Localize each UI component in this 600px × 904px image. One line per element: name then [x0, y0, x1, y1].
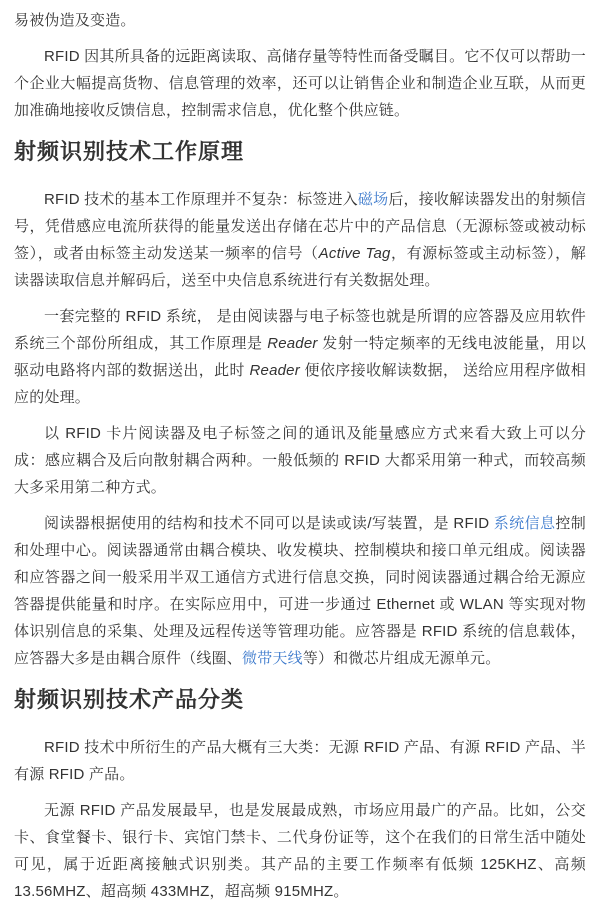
paragraph-product-category-1	[14, 734, 586, 788]
paragraph-working-principle-1	[14, 186, 586, 294]
paragraph-working-principle-2	[14, 303, 586, 411]
italic-term: Reader	[249, 362, 300, 379]
text-run: 等）和微芯片组成无源单元。	[302, 650, 501, 667]
text-link[interactable]: 系统信息	[493, 515, 556, 532]
italic-term: Active Tag	[318, 245, 391, 262]
paragraph-working-principle-4	[14, 510, 586, 672]
section-heading-working-principle: 射频识别技术工作原理	[14, 139, 245, 164]
paragraph-intro-tail	[14, 7, 586, 34]
text-link[interactable]: 磁场	[357, 191, 389, 208]
paragraph-intro-overview	[14, 43, 586, 124]
text-run: 阅读器根据使用的结构和技术不同可以是读或读/写装置，是 RFID	[44, 515, 494, 532]
text-run: ，有源标签或主动标签），解读器读取信息并解码后，送至中央信息系统进行有关数据处理。	[14, 245, 586, 289]
text-run: 以 RFID 卡片阅读器及电子标签之间的通讯及能量感应方式来看大致上可以分成：感应耦合及后向散射耦合两种。一般低频的 RFID 大都采用第一种式，而较高频大多采用第二种方式。	[14, 425, 586, 496]
text-run: 后，接收解读器发出的射频信号，凭借感应电流所获得的能量发送出存储在芯片中的产品信息（无源标签或被动标签），或者由标签主动发送某一频率的信号（	[14, 191, 586, 262]
text-run: 控制和处理中心。阅读器通常由耦合模块、收发模块、控制模块和接口单元组成。阅读器和应答器之间一般采用半双工通信方式进行信息交换，同时阅读器通过耦合给无源应答器提供能量和时序。在实际应用中，可进一步通过 Ethernet 或 WLAN 等实现对物体识别信息的采集、处理及远程传送等管理功能。应答器是 RFID 系统的信息载体，应答器大多是由耦合原件（线圈、	[14, 515, 586, 667]
text-run: RFID 技术中所衍生的产品大概有三大类：无源 RFID 产品、有源 RFID 产品、半有源 RFID 产品。	[14, 739, 586, 783]
text-run: RFID 因其所具备的远距离读取、高储存量等特性而备受瞩目。它不仅可以帮助一个企业大幅提高货物、信息管理的效率，还可以让销售企业和制造企业互联，从而更加准确地接收反馈信息，控制需求信息，优化整个供应链。	[14, 48, 586, 119]
text-run: 易被伪造及变造。	[14, 12, 136, 29]
text-run: 便依序接收解读数据， 送给应用程序做相应的处理。	[14, 362, 586, 406]
text-run: 发射一特定频率的无线电波能量，用以驱动电路将内部的数据送出，此时	[14, 335, 586, 379]
text-link[interactable]: 微带天线	[242, 650, 303, 667]
paragraph-product-category-2	[14, 797, 586, 904]
text-run: 无源 RFID 产品发展最早，也是发展最成熟，市场应用最广的产品。比如，公交卡、食堂餐卡、银行卡、宾馆门禁卡、二代身份证等，这个在我们的日常生活中随处可见，属于近距离接触式识别类。其产品的主要工作频率有低频 125KHZ、高频 13.56MHZ、超高频 433MHZ，超高频 915MHZ。	[14, 802, 586, 900]
italic-term: Reader	[267, 335, 318, 352]
text-run: 一套完整的 RFID 系统， 是由阅读器与电子标签也就是所谓的应答器及应用软件系统三个部份所组成，其工作原理是	[14, 308, 586, 352]
text-run: RFID 技术的基本工作原理并不复杂：标签进入	[44, 191, 358, 208]
section-heading-product-category: 射频识别技术产品分类	[14, 687, 245, 712]
paragraph-working-principle-3	[14, 420, 586, 501]
